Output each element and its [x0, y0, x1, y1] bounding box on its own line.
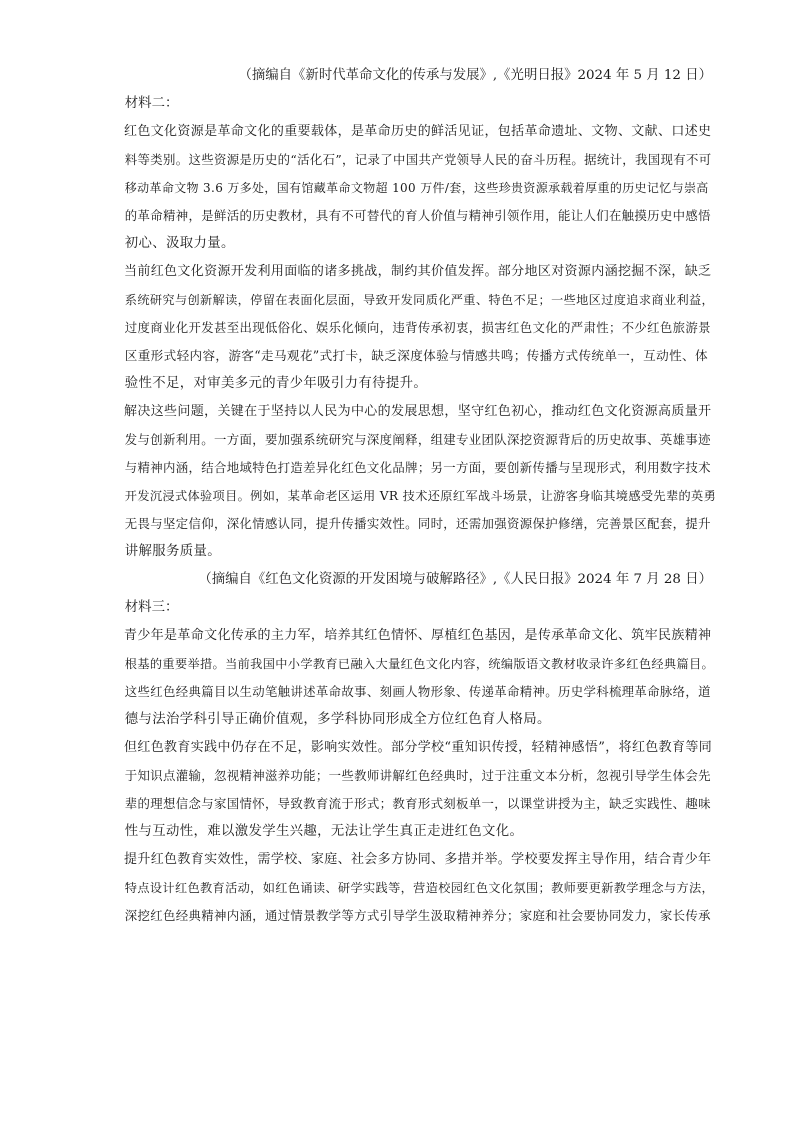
text-line: 辈的理想信念与家国情怀，导致教育流于形式；教育形式刻板单一，以课堂讲授为主，缺乏实践性、趣味 — [124, 796, 711, 811]
material-two-paragraph-2 — [98, 258, 716, 398]
text-line: 提升红色教育实效性，需学校、家庭、社会多方协同、多措并举。学校要发挥主导作用，结合青少年 — [124, 852, 712, 867]
text-line: 德与法治学科引导正确价值观，多学科协同形成全方位红色育人格局。 — [124, 712, 551, 727]
text-line: 红色文化资源是革命文化的重要载体，是革命历史的鲜活见证，包括革命遗址、文物、文献、口述史 — [124, 124, 712, 139]
text-line: 开发沉浸式体验项目。例如，某革命老区运用 VR 技术还原红军战斗场景，让游客身临其境感受先辈的英勇 — [124, 489, 717, 503]
text-line: 根基的重要举措。当前我国中小学教育已融入大量红色文化内容，统编版语文教材收录许多红色经典篇目。 — [124, 657, 715, 671]
text-line: 性与互动性，难以激发学生兴趣，无法让学生真正走进红色文化。 — [124, 824, 524, 839]
text-line: 料等类别。这些资源是历史的“活化石”，记录了中国共产党领导人民的奋斗历程。据统计，我国现有不可 — [124, 152, 712, 167]
text-line: 于知识点灌输，忽视精神滋养功能；一些教师讲解红色经典时，过于注重文本分析，忽视引导学生体会先 — [124, 768, 711, 783]
text-line: 讲解服务质量。 — [124, 544, 221, 559]
text-line: 深挖红色经典精神内涵，通过情景教学等方式引导学生汲取精神养分；家庭和社会要协同发力，家长传承 — [124, 908, 711, 923]
material-two-paragraph-3 — [98, 398, 716, 566]
text-line: 但红色教育实践中仍存在不足，影响实效性。部分学校“重知识传授，轻精神感悟”，将红色教育等同 — [124, 740, 713, 755]
text-line: 系统研究与创新解读，停留在表面化层面，导致开发同质化严重、特色不足；一些地区过度追求商业利益， — [124, 293, 715, 307]
text-line: 的革命精神，是鲜活的历史教材，具有不可替代的育人价值与精神引领作用，能让人们在触摸历史中感悟 — [124, 208, 711, 223]
material-two-paragraph-1 — [98, 118, 716, 258]
document-page — [98, 62, 716, 930]
material-three-paragraph-1 — [98, 622, 716, 734]
material-three-paragraph-2 — [98, 734, 716, 846]
text-line: 验性不足，对审美多元的青少年吸引力有待提升。 — [124, 376, 428, 391]
text-line: 特点设计红色教育活动，如红色诵读、研学实践等，营造校园红色文化氛围；教师要更新教学理念与方法， — [124, 881, 715, 895]
text-line: 发与创新利用。一方面，要加强系统研究与深度阐释，组建专业团队深挖资源背后的历史故事、英雄事迹 — [124, 432, 711, 447]
material-two-heading: 材料二： — [124, 96, 179, 111]
source-citation-2: （摘编自《红色文化资源的开发困境与破解路径》,《人民日报》2024 年 7 月 28 日） — [198, 572, 712, 587]
material-three-paragraph-3 — [98, 846, 716, 930]
text-line: 区重形式轻内容，游客“走马观花”式打卡，缺乏深度体验与情感共鸣；传播方式传统单一，互动性、体 — [124, 348, 708, 363]
text-line: 这些红色经典篇目以生动笔触讲述革命故事、刻画人物形象、传递革命精神。历史学科梳理革命脉络，道 — [124, 684, 711, 699]
text-line: 当前红色文化资源开发利用面临的诸多挑战，制约其价值发挥。部分地区对资源内涵挖掘不深，缺乏 — [124, 264, 712, 279]
text-line: 与精神内涵，结合地域特色打造差异化红色文化品牌；另一方面，要创新传播与呈现形式，利用数字技术 — [124, 460, 711, 475]
material-three-heading: 材料三： — [124, 600, 179, 615]
text-line: 无畏与坚定信仰，深化情感认同，提升传播实效性。同时，还需加强资源保护修缮，完善景区配套，提升 — [124, 516, 711, 531]
text-line: 过度商业化开发甚至出现低俗化、娱乐化倾向，违背传承初衷，损害红色文化的严肃性；不少红色旅游景 — [124, 320, 711, 335]
text-line: 初心、汲取力量。 — [124, 236, 235, 251]
text-line: 青少年是革命文化传承的主力军，培养其红色情怀、厚植红色基因，是传承革命文化、筑牢民族精神 — [124, 628, 712, 643]
text-line: 解决这些问题，关键在于坚持以人民为中心的发展思想，坚守红色初心，推动红色文化资源高质量开 — [124, 404, 712, 419]
source-citation-1: （摘编自《新时代革命文化的传承与发展》,《光明日报》2024 年 5 月 12 日） — [238, 68, 712, 83]
text-line: 移动革命文物 3.6 万多处，国有馆藏革命文物超 100 万件/套，这些珍贵资源承载着厚重的历史记忆与崇高 — [124, 181, 709, 195]
